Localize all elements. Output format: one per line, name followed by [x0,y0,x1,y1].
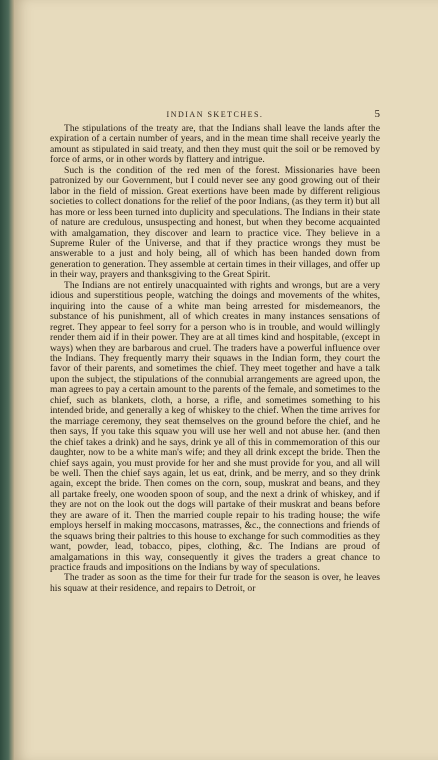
paragraph-missionaries: Such is the condition of the red men of the forest. Missionaries have been patronized by our Government, but I could never see any good growing out of their labor in the field of mission. Great exertions have been made by different religious societies to collect donations for the relief of the poor Indians, (as they term it) but all has more or less been turned into duplicity and speculations. The Indians in their state of nature are credulous, unsuspecting and honest, but when they become acquainted with amalgamation, they discover and learn to practice vice. They believe in a Supreme Ruler of the Universe, and that if they practice wrongs they must be answerable to a just and holy being, all of which has been handed down from generation to generation. They assemble at certain times in their villages, and offer up in their way, prayers and thanksgiving to the Great Spirit. [50,164,380,281]
paragraph-trader: The trader as soon as the time for their fur trade for the season is over, he leaves his squaw at their residence, and repairs to Detroit, or [50,572,380,594]
paragraph-treaty: The stipulations of the treaty are, that the Indians shall leave the lands after the expiration of a certain number of years, and in the mean time shall receive yearly the amount as stipulated in said treaty, and then they must quit the soil or be removed by force of arms, or in other words by flattery and intrigue. [50,123,380,166]
page-number: 5 [374,108,380,120]
running-head: INDIAN SKETCHES. [166,110,264,119]
body-text [50,124,380,594]
book-spine [0,0,14,760]
page-header [50,110,380,124]
paragraph-customs: The Indians are not entirely unacquainted with rights and wrongs, but are a very idious and superstitious people, watching the doings and movements of the whites, inquiring into the cause of a white man being arrested for misdemeanors, the substance of his punishment, all of which creates in many instances sensations of regret. They appear to feel sorry for a person who is in trouble, and would willingly render them aid if in their power. They are at all times kind and hospitable, (except in ways) when they are barbarous and cruel. The traders have a powerful influence over the Indians. They frequently marry their squaws in the Indian form, they court the favor of their parents, and sometimes the chief. They meet together and have a talk upon the subject, the stipulations of the connubial arrangements are agreed upon, the man agrees to pay a certain amount to the parents of the female, and sometimes to the chief, such as blankets, cloth, a horse, a rifle, and sometimes something to his intended bride, and generally a keg of whiskey to the chief. When the time arrives for the marriage ceremony, they seat themselves on the ground before the chief, and he then says, If you take this squaw you will use her well and not abuse her. (and then the chief takes a drink) and he says, drink ye all of this in commemoration of this our daughter, now to be a white man's wife; and they all drink except the bride. Then the chief says again, you must provide for her and she must provide for you, and all will be well. Then the chief says again, let us eat, drink, and be merry, and so they drink again, except the bride. Then comes on the corn, soup, muskrat and beans, and they all partake freely, one wooden spoon of soup, and the next a drink of whiskey, and if they are not on the look out the dogs will partake of their muskrat and beans before they are aware of it. Then the married couple repair to his trading house; the wife employs herself in making moccasons, matrasses, &c., the connections and friends of the squaws bring their paltries to this house to exchange for such commodities as they want, powder, lead, tobacco, pipes, clothing, &c. The Indians are proud of amalgamations in this way, consequently it gives the traders a great chance to practice frauds and impositions on the Indians by way of speculations. [50,279,380,574]
